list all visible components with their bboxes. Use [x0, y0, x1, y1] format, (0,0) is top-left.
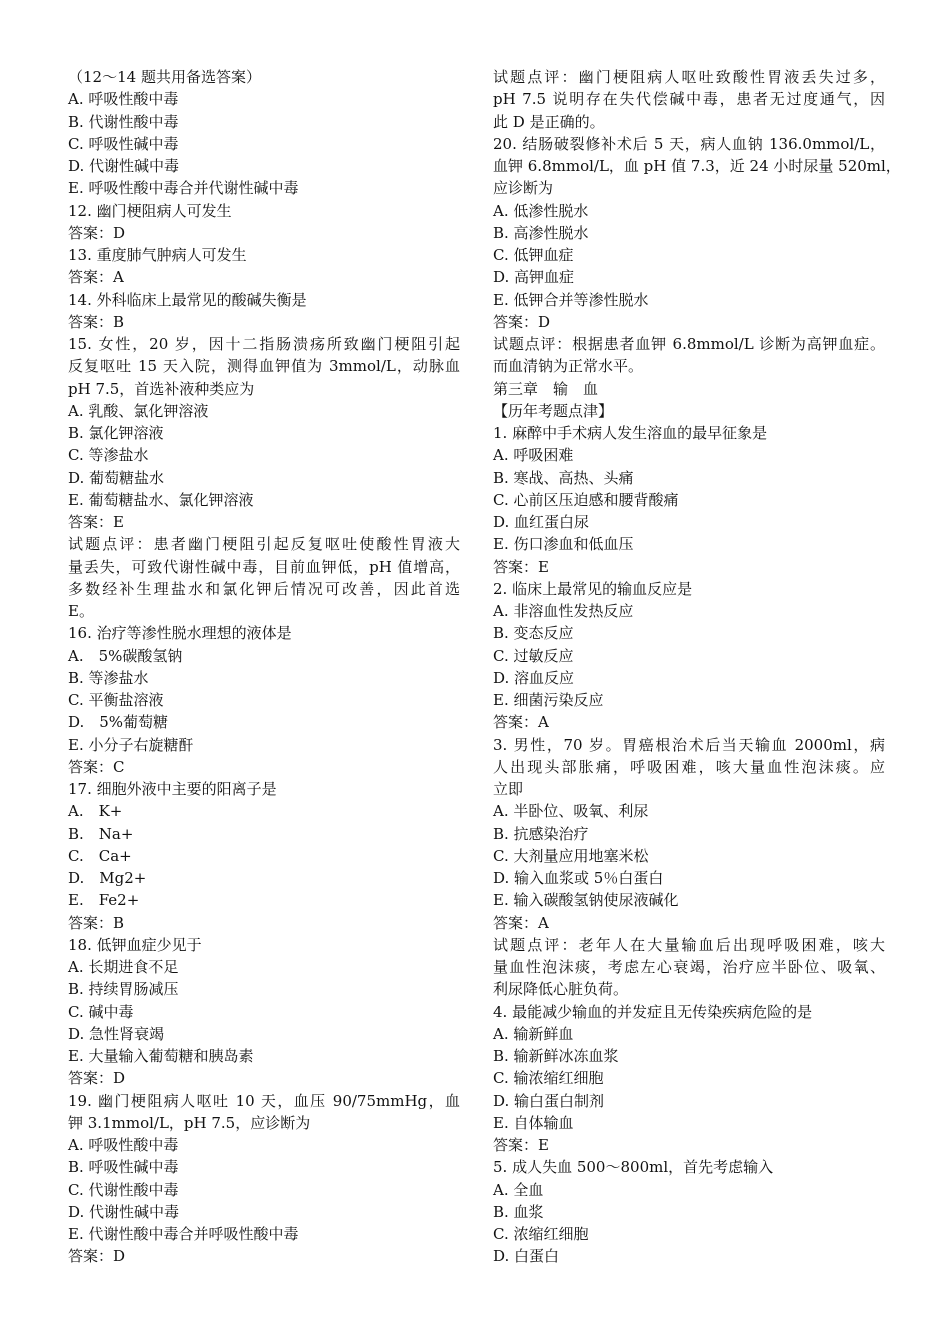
text-line: pH 7.5 说明存在失代偿碱中毒，患者无过度通气，因: [493, 90, 885, 109]
option-line: D. 急性肾衰竭: [68, 1024, 165, 1043]
text-line: 多数经补生理盐水和氯化钾后情况可改善，因此首选: [68, 579, 460, 598]
left-column: [68, 66, 460, 1268]
option-line: D. 溶血反应: [493, 668, 575, 687]
option-line: E. 大量输入葡萄糖和胰岛素: [68, 1047, 254, 1065]
option-line: B. 代谢性酸中毒: [68, 112, 179, 131]
answer-line: 答案：A: [68, 268, 124, 287]
option-line: B. Na+: [68, 824, 134, 843]
text-line: 此 D 是正确的。: [493, 112, 605, 131]
option-line: A. K+: [68, 802, 123, 821]
option-line: C. 代谢性酸中毒: [68, 1180, 179, 1199]
option-line: D. 血红蛋白尿: [493, 513, 590, 531]
option-line: E. 低钾合并等渗性脱水: [493, 290, 649, 309]
answer-line: 答案：B: [68, 312, 125, 331]
text-line: 反复呕吐 15 天入院，测得血钾值为 3mmol/L，动脉血: [68, 357, 460, 376]
option-line: A. 呼吸性酸中毒: [68, 90, 179, 109]
option-line: A. 低渗性脱水: [493, 201, 589, 220]
question-line: 15. 女性，20 岁，因十二指肠溃疡所致幽门梗阻引起: [68, 335, 460, 353]
question-line: 14. 外科临床上最常见的酸碱失衡是: [68, 290, 307, 309]
explanation-line: 试题点评：幽门梗阻病人呕吐致酸性胃液丢失过多，: [493, 68, 885, 86]
option-line: B. 持续胃肠减压: [68, 980, 179, 999]
answer-line: 答案：C: [68, 757, 125, 776]
group-note: （12～14 题共用备选答案）: [68, 68, 261, 86]
answer-line: 答案：B: [68, 913, 125, 932]
answer-line: 答案：D: [68, 1247, 126, 1266]
option-line: B. 呼吸性碱中毒: [68, 1158, 179, 1177]
text-line: 而血清钠为正常水平。: [493, 357, 644, 376]
option-line: B. 血浆: [493, 1202, 544, 1221]
option-line: B. 输新鲜冰冻血浆: [493, 1047, 619, 1065]
option-line: C. 呼吸性碱中毒: [68, 134, 179, 153]
option-line: E. 葡萄糖盐水、氯化钾溶液: [68, 490, 254, 509]
question-line: 18. 低钾血症少见于: [68, 935, 202, 954]
option-line: C. 心前区压迫感和腰背酸痛: [493, 490, 679, 509]
text-line: 立即: [493, 780, 524, 798]
question-line: 1. 麻醉中手术病人发生溶血的最早征象是: [493, 424, 768, 442]
text-line: 人出现头部胀痛，呼吸困难，咳大量血性泡沫痰。应: [493, 757, 885, 776]
option-line: A. 5%碳酸氢钠: [68, 646, 183, 665]
answer-line: 答案：A: [493, 913, 549, 932]
text-line: 利尿降低心脏负荷。: [493, 980, 629, 999]
option-line: E. 代谢性酸中毒合并呼吸性酸中毒: [68, 1225, 299, 1243]
option-line: A. 长期进食不足: [68, 958, 179, 976]
option-line: C. 平衡盐溶液: [68, 691, 164, 709]
question-line: 12. 幽门梗阻病人可发生: [68, 201, 232, 220]
question-line: 4. 最能减少输血的并发症且无传染疾病危险的是: [493, 1002, 813, 1021]
option-line: D. 代谢性碱中毒: [68, 157, 180, 175]
option-line: D. 输入血浆或 5％白蛋白: [493, 869, 664, 887]
option-line: A. 半卧位、吸氧、利尿: [493, 802, 649, 821]
option-line: E. 伤口渗血和低血压: [493, 535, 634, 554]
option-line: C. 浓缩红细胞: [493, 1225, 589, 1243]
question-line: 3. 男性，70 岁。胃癌根治术后当天输血 2000ml，病: [493, 735, 885, 754]
answer-line: 答案：D: [68, 1069, 126, 1088]
answer-line: 答案：D: [493, 312, 551, 331]
option-line: B. 抗感染治疗: [493, 824, 589, 843]
chapter-heading: 第三章 输 血: [493, 379, 599, 398]
option-line: D. 输白蛋白制剂: [493, 1091, 605, 1110]
question-line: 20. 结肠破裂修补术后 5 天，病人血钠 136.0mmol/L，: [493, 134, 885, 153]
right-column: [493, 66, 901, 1268]
section-heading: 【历年考题点津】: [493, 401, 614, 420]
option-line: C. 等渗盐水: [68, 446, 149, 465]
text-line: 血钾 6.8mmol/L，血 pH 值 7.3，近 24 小时尿量 520ml，: [493, 157, 901, 175]
text-line: 量丢失，可致代谢性碱中毒，目前血钾低，pH 值增高，: [68, 557, 460, 576]
option-line: E. 呼吸性酸中毒合并代谢性碱中毒: [68, 179, 299, 198]
option-line: E. 自体输血: [493, 1113, 574, 1132]
answer-line: 答案：D: [68, 223, 126, 242]
question-line: 2. 临床上最常见的输血反应是: [493, 579, 693, 598]
answer-line: 答案：A: [493, 713, 549, 732]
option-line: D. 代谢性碱中毒: [68, 1202, 180, 1221]
explanation-line: 试题点评：老年人在大量输血后出现呼吸困难，咳大: [493, 935, 885, 954]
question-line: 17. 细胞外液中主要的阳离子是: [68, 780, 277, 798]
option-line: A. 呼吸困难: [493, 446, 574, 465]
option-line: C. 过敏反应: [493, 646, 574, 665]
option-line: D. 5%葡萄糖: [68, 713, 169, 732]
answer-line: 答案：E: [493, 557, 549, 576]
question-line: 16. 治疗等渗性脱水理想的液体是: [68, 624, 292, 643]
option-line: B. 氯化钾溶液: [68, 424, 164, 442]
question-line: 19. 幽门梗阻病人呕吐 10 天，血压 90/75mmHg，血: [68, 1091, 460, 1110]
option-line: B. 高渗性脱水: [493, 223, 589, 242]
answer-line: 答案：E: [68, 513, 124, 531]
option-line: A. 全血: [493, 1180, 544, 1199]
option-line: E. 输入碳酸氢钠使尿液碱化: [493, 891, 679, 910]
option-line: C. 大剂量应用地塞米松: [493, 846, 649, 865]
explanation-line: 试题点评：根据患者血钾 6.8mmol/L 诊断为高钾血症。: [493, 335, 885, 353]
option-line: C. Ca+: [68, 846, 132, 865]
option-line: D. 高钾血症: [493, 268, 575, 287]
explanation-line: 试题点评：患者幽门梗阻引起反复呕吐使酸性胃液大: [68, 535, 460, 554]
option-line: B. 变态反应: [493, 624, 574, 643]
option-line: E. Fe2+: [68, 891, 140, 910]
text-line: 钾 3.1mmol/L，pH 7.5，应诊断为: [68, 1113, 311, 1132]
option-line: A. 输新鲜血: [493, 1024, 574, 1043]
option-line: C. 碱中毒: [68, 1002, 134, 1021]
text-line: 应诊断为: [493, 179, 554, 198]
question-line: 13. 重度肺气肿病人可发生: [68, 246, 247, 264]
option-line: D. 白蛋白: [493, 1247, 560, 1266]
option-line: E. 小分子右旋糖酐: [68, 735, 194, 754]
answer-line: 答案：E: [493, 1136, 549, 1154]
option-line: C. 低钾血症: [493, 246, 574, 264]
question-line: 5. 成人失血 500～800ml，首先考虑输入: [493, 1158, 774, 1177]
option-line: A. 呼吸性酸中毒: [68, 1136, 179, 1154]
option-line: D. Mg2+: [68, 869, 147, 887]
option-line: B. 等渗盐水: [68, 668, 149, 687]
option-line: B. 寒战、高热、头痛: [493, 468, 634, 487]
option-line: A. 乳酸、氯化钾溶液: [68, 401, 209, 420]
option-line: D. 葡萄糖盐水: [68, 468, 165, 487]
option-line: E. 细菌污染反应: [493, 691, 604, 709]
option-line: C. 输浓缩红细胞: [493, 1069, 604, 1088]
text-line: E。: [68, 602, 94, 620]
option-line: A. 非溶血性发热反应: [493, 602, 634, 620]
text-line: pH 7.5，首选补液种类应为: [68, 379, 255, 398]
text-line: 量血性泡沫痰，考虑左心衰竭，治疗应半卧位、吸氧、: [493, 958, 885, 976]
